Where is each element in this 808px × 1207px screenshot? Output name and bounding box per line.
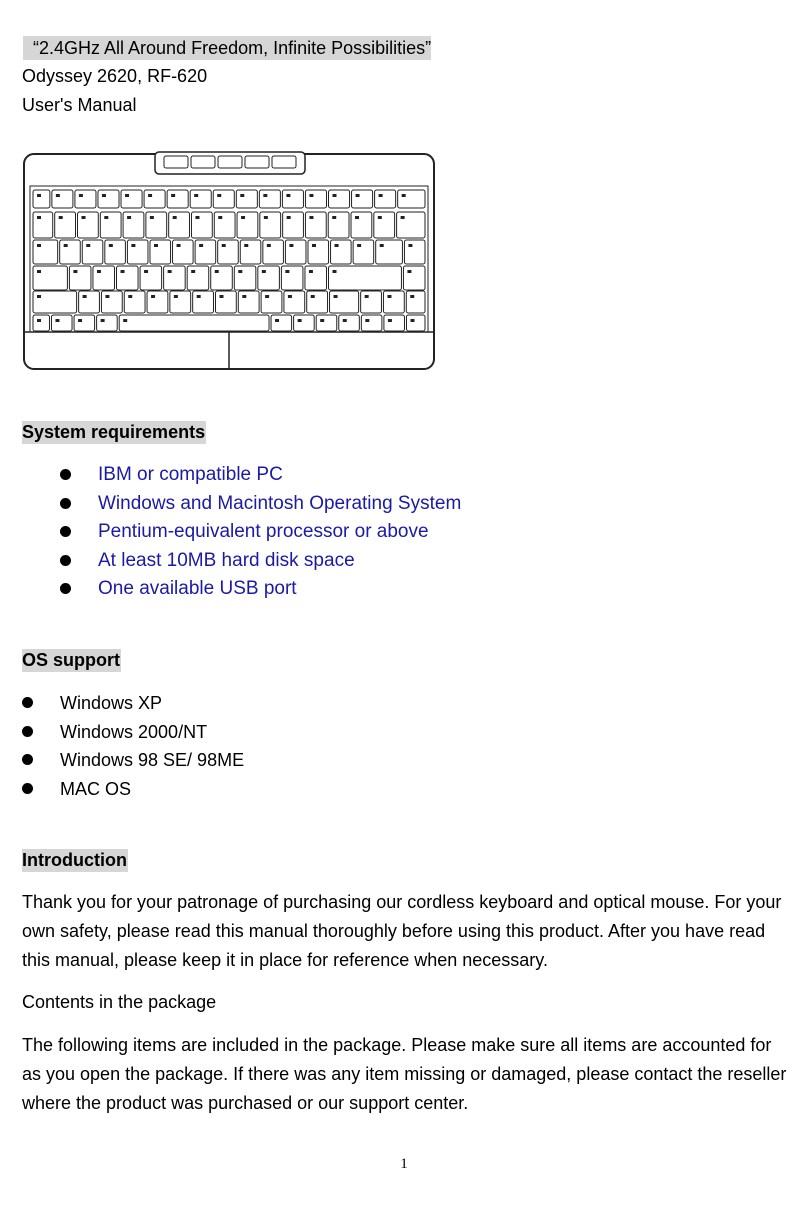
introduction-paragraph: Thank you for your patronage of purchasing our cordless keyboard and optical mouse. For your own safety, please read this manual thoroughly before using this product. After you have read this manual, please keep it in place for reference when necessary. xyxy=(22,892,782,970)
key-legend-mark xyxy=(37,319,41,322)
introduction-heading: Introduction xyxy=(22,850,127,870)
bullet-icon xyxy=(60,555,71,566)
key-legend-mark xyxy=(343,319,347,322)
key-legend-mark xyxy=(265,295,269,298)
key-shape xyxy=(105,240,126,264)
key-shape xyxy=(308,240,329,264)
key-legend-mark xyxy=(218,216,222,219)
key-legend-mark xyxy=(355,216,359,219)
key-legend-mark xyxy=(151,295,155,298)
key-legend-mark xyxy=(309,270,313,273)
key-shape xyxy=(140,266,162,290)
os-support-list xyxy=(22,691,244,805)
key-shape xyxy=(82,240,103,264)
key-legend-mark xyxy=(144,270,148,273)
key-legend-mark xyxy=(197,295,201,298)
key-shape xyxy=(281,266,303,290)
key-legend-mark xyxy=(55,319,59,322)
key-legend-mark xyxy=(335,244,339,247)
key-shape xyxy=(329,190,350,208)
key-legend-mark xyxy=(123,319,127,322)
key-shape xyxy=(69,266,91,290)
key-legend-mark xyxy=(408,244,412,247)
bullet-icon xyxy=(60,526,71,537)
key-shape xyxy=(294,315,315,331)
key-legend-mark xyxy=(73,270,77,273)
page-number: 1 xyxy=(400,1156,408,1172)
key-legend-mark xyxy=(402,194,406,197)
key-legend-mark xyxy=(128,295,132,298)
bullet-icon xyxy=(22,726,33,737)
list-item: Windows 2000/NT xyxy=(22,720,244,749)
key-shape xyxy=(93,266,115,290)
key-legend-mark xyxy=(309,194,313,197)
key-shape xyxy=(191,212,212,238)
key-shape xyxy=(305,190,326,208)
hotkey-shape xyxy=(245,156,269,168)
key-legend-mark xyxy=(215,270,219,273)
key-legend-mark xyxy=(168,270,172,273)
key-shape xyxy=(213,190,234,208)
key-legend-mark xyxy=(195,216,199,219)
key-shape xyxy=(74,315,95,331)
key-shape xyxy=(271,315,292,331)
key-legend-mark xyxy=(410,295,414,298)
key-shape xyxy=(75,190,96,208)
key-legend-mark xyxy=(131,244,135,247)
model-name: Odyssey 2620, RF-620 xyxy=(22,66,208,86)
key-shape xyxy=(79,291,100,313)
key-shape xyxy=(123,212,144,238)
key-legend-mark xyxy=(82,216,86,219)
system-requirements-heading: System requirements xyxy=(22,422,206,442)
key-shape xyxy=(167,190,188,208)
key-legend-mark xyxy=(357,244,361,247)
key-legend-mark xyxy=(191,270,195,273)
key-shape xyxy=(211,266,233,290)
key-shape xyxy=(164,266,186,290)
key-legend-mark xyxy=(311,295,315,298)
key-shape xyxy=(316,315,337,331)
hotkey-shape xyxy=(191,156,215,168)
key-shape xyxy=(170,291,191,313)
os-support-heading: OS support xyxy=(22,650,120,670)
key-shape xyxy=(263,240,284,264)
key-legend-mark xyxy=(379,194,383,197)
key-shape xyxy=(117,266,139,290)
key-shape xyxy=(376,240,403,264)
key-legend-mark xyxy=(64,244,68,247)
key-legend-mark xyxy=(150,216,154,219)
key-shape xyxy=(282,190,303,208)
key-legend-mark xyxy=(101,319,105,322)
key-legend-mark xyxy=(104,216,108,219)
key-shape xyxy=(283,212,304,238)
key-shape xyxy=(361,315,382,331)
key-shape xyxy=(100,212,121,238)
key-legend-mark xyxy=(298,319,302,322)
key-legend-mark xyxy=(148,194,152,197)
key-legend-mark xyxy=(127,216,131,219)
key-legend-mark xyxy=(241,216,245,219)
bullet-icon xyxy=(60,469,71,480)
bullet-icon xyxy=(22,754,33,765)
key-legend-mark xyxy=(401,216,405,219)
key-shape xyxy=(351,212,372,238)
key-shape xyxy=(374,212,395,238)
hotkey-shape xyxy=(164,156,188,168)
list-item: Pentium-equivalent processor or above xyxy=(60,520,461,549)
key-legend-mark xyxy=(83,295,87,298)
key-shape xyxy=(375,190,396,208)
key-shape xyxy=(383,291,404,313)
key-shape xyxy=(307,291,328,313)
key-legend-mark xyxy=(154,244,158,247)
key-legend-mark xyxy=(333,270,337,273)
key-shape xyxy=(150,240,171,264)
key-shape xyxy=(406,291,425,313)
key-legend-mark xyxy=(56,194,60,197)
key-shape xyxy=(124,291,145,313)
key-legend-mark xyxy=(37,295,41,298)
list-item: IBM or compatible PC xyxy=(60,463,461,492)
key-shape xyxy=(261,291,282,313)
key-shape xyxy=(259,190,280,208)
key-shape xyxy=(384,315,405,331)
key-legend-mark xyxy=(262,270,266,273)
system-requirements-list xyxy=(60,463,461,606)
key-shape xyxy=(330,291,359,313)
key-legend-mark xyxy=(105,295,109,298)
key-legend-mark xyxy=(333,194,337,197)
key-legend-mark xyxy=(194,194,198,197)
key-shape xyxy=(33,291,77,313)
key-legend-mark xyxy=(37,216,41,219)
key-legend-mark xyxy=(37,244,41,247)
key-shape xyxy=(147,291,168,313)
key-legend-mark xyxy=(102,194,106,197)
key-legend-mark xyxy=(380,244,384,247)
package-paragraph: The following items are included in the package. Please make sure all items are accounted for as you open the package. If there was any item missing or damaged, please contact the reseller where the product was purchased or our support center. xyxy=(22,1035,787,1113)
key-shape xyxy=(33,240,58,264)
key-legend-mark xyxy=(267,244,271,247)
key-shape xyxy=(215,291,236,313)
key-shape xyxy=(195,240,216,264)
key-shape xyxy=(258,266,280,290)
list-item: Windows 98 SE/ 98ME xyxy=(22,748,244,777)
key-shape xyxy=(173,240,194,264)
keyboard-illustration-icon xyxy=(22,150,437,380)
document-type: User's Manual xyxy=(22,95,137,115)
key-shape xyxy=(146,212,167,238)
key-legend-mark xyxy=(309,216,313,219)
key-shape xyxy=(404,240,425,264)
list-item: MAC OS xyxy=(22,777,244,806)
key-shape xyxy=(193,291,214,313)
key-legend-mark xyxy=(286,194,290,197)
key-legend-mark xyxy=(244,244,248,247)
key-shape xyxy=(352,190,373,208)
key-legend-mark xyxy=(365,319,369,322)
key-legend-mark xyxy=(275,319,279,322)
key-legend-mark xyxy=(59,216,63,219)
key-legend-mark xyxy=(356,194,360,197)
key-shape xyxy=(169,212,190,238)
key-legend-mark xyxy=(332,216,336,219)
key-legend-mark xyxy=(320,319,324,322)
key-legend-mark xyxy=(263,194,267,197)
key-legend-mark xyxy=(387,295,391,298)
key-shape xyxy=(55,212,76,238)
key-shape xyxy=(187,266,209,290)
key-legend-mark xyxy=(79,194,83,197)
key-legend-mark xyxy=(217,194,221,197)
key-shape xyxy=(403,266,425,290)
key-shape xyxy=(127,240,148,264)
key-legend-mark xyxy=(199,244,203,247)
key-shape xyxy=(144,190,165,208)
tagline: “2.4GHz All Around Freedom, Infinite Possibilities” xyxy=(23,36,431,60)
key-shape xyxy=(33,212,53,238)
key-legend-mark xyxy=(288,295,292,298)
key-shape xyxy=(329,266,402,290)
key-legend-mark xyxy=(37,270,41,273)
key-shape xyxy=(240,240,261,264)
key-shape xyxy=(397,212,425,238)
hotkey-shape xyxy=(272,156,296,168)
key-shape xyxy=(33,266,67,290)
key-shape xyxy=(121,190,142,208)
list-item: At least 10MB hard disk space xyxy=(60,549,461,578)
bullet-icon xyxy=(22,697,33,708)
key-shape xyxy=(260,212,281,238)
list-item: Windows XP xyxy=(22,691,244,720)
key-shape xyxy=(190,190,211,208)
key-legend-mark xyxy=(334,295,338,298)
key-shape xyxy=(234,266,256,290)
key-legend-mark xyxy=(238,270,242,273)
key-legend-mark xyxy=(171,194,175,197)
bullet-icon xyxy=(22,783,33,794)
bullet-icon xyxy=(60,583,71,594)
key-shape xyxy=(214,212,235,238)
key-shape xyxy=(78,212,99,238)
key-legend-mark xyxy=(287,216,291,219)
key-legend-mark xyxy=(378,216,382,219)
key-shape xyxy=(98,190,119,208)
key-shape xyxy=(97,315,118,331)
key-legend-mark xyxy=(219,295,223,298)
key-legend-mark xyxy=(407,270,411,273)
list-item: Windows and Macintosh Operating System xyxy=(60,492,461,521)
list-item: One available USB port xyxy=(60,577,461,606)
key-legend-mark xyxy=(78,319,82,322)
key-legend-mark xyxy=(264,216,268,219)
key-legend-mark xyxy=(86,244,90,247)
key-shape xyxy=(406,315,425,331)
contents-subheading: Contents in the package xyxy=(22,992,217,1012)
key-legend-mark xyxy=(410,319,414,322)
key-legend-mark xyxy=(222,244,226,247)
key-legend-mark xyxy=(388,319,392,322)
key-shape xyxy=(236,190,257,208)
key-shape xyxy=(51,315,72,331)
key-shape xyxy=(237,212,258,238)
key-legend-mark xyxy=(312,244,316,247)
key-shape xyxy=(33,190,50,208)
key-shape xyxy=(305,266,327,290)
key-shape xyxy=(361,291,382,313)
key-shape xyxy=(353,240,374,264)
key-shape xyxy=(60,240,81,264)
key-legend-mark xyxy=(240,194,244,197)
hotkey-shape xyxy=(218,156,242,168)
key-shape xyxy=(285,240,306,264)
key-legend-mark xyxy=(285,270,289,273)
key-legend-mark xyxy=(97,270,101,273)
key-legend-mark xyxy=(242,295,246,298)
bullet-icon xyxy=(60,498,71,509)
key-legend-mark xyxy=(173,216,177,219)
key-legend-mark xyxy=(289,244,293,247)
key-shape xyxy=(119,315,269,331)
key-shape xyxy=(52,190,73,208)
key-legend-mark xyxy=(365,295,369,298)
key-shape xyxy=(305,212,326,238)
key-shape xyxy=(238,291,259,313)
key-legend-mark xyxy=(37,194,41,197)
key-legend-mark xyxy=(109,244,113,247)
key-shape xyxy=(398,190,425,208)
key-shape xyxy=(284,291,305,313)
key-legend-mark xyxy=(174,295,178,298)
key-legend-mark xyxy=(121,270,125,273)
key-legend-mark xyxy=(125,194,129,197)
key-shape xyxy=(331,240,352,264)
key-shape xyxy=(33,315,49,331)
key-shape xyxy=(101,291,122,313)
key-legend-mark xyxy=(177,244,181,247)
key-shape xyxy=(339,315,360,331)
key-shape xyxy=(328,212,349,238)
key-shape xyxy=(218,240,239,264)
